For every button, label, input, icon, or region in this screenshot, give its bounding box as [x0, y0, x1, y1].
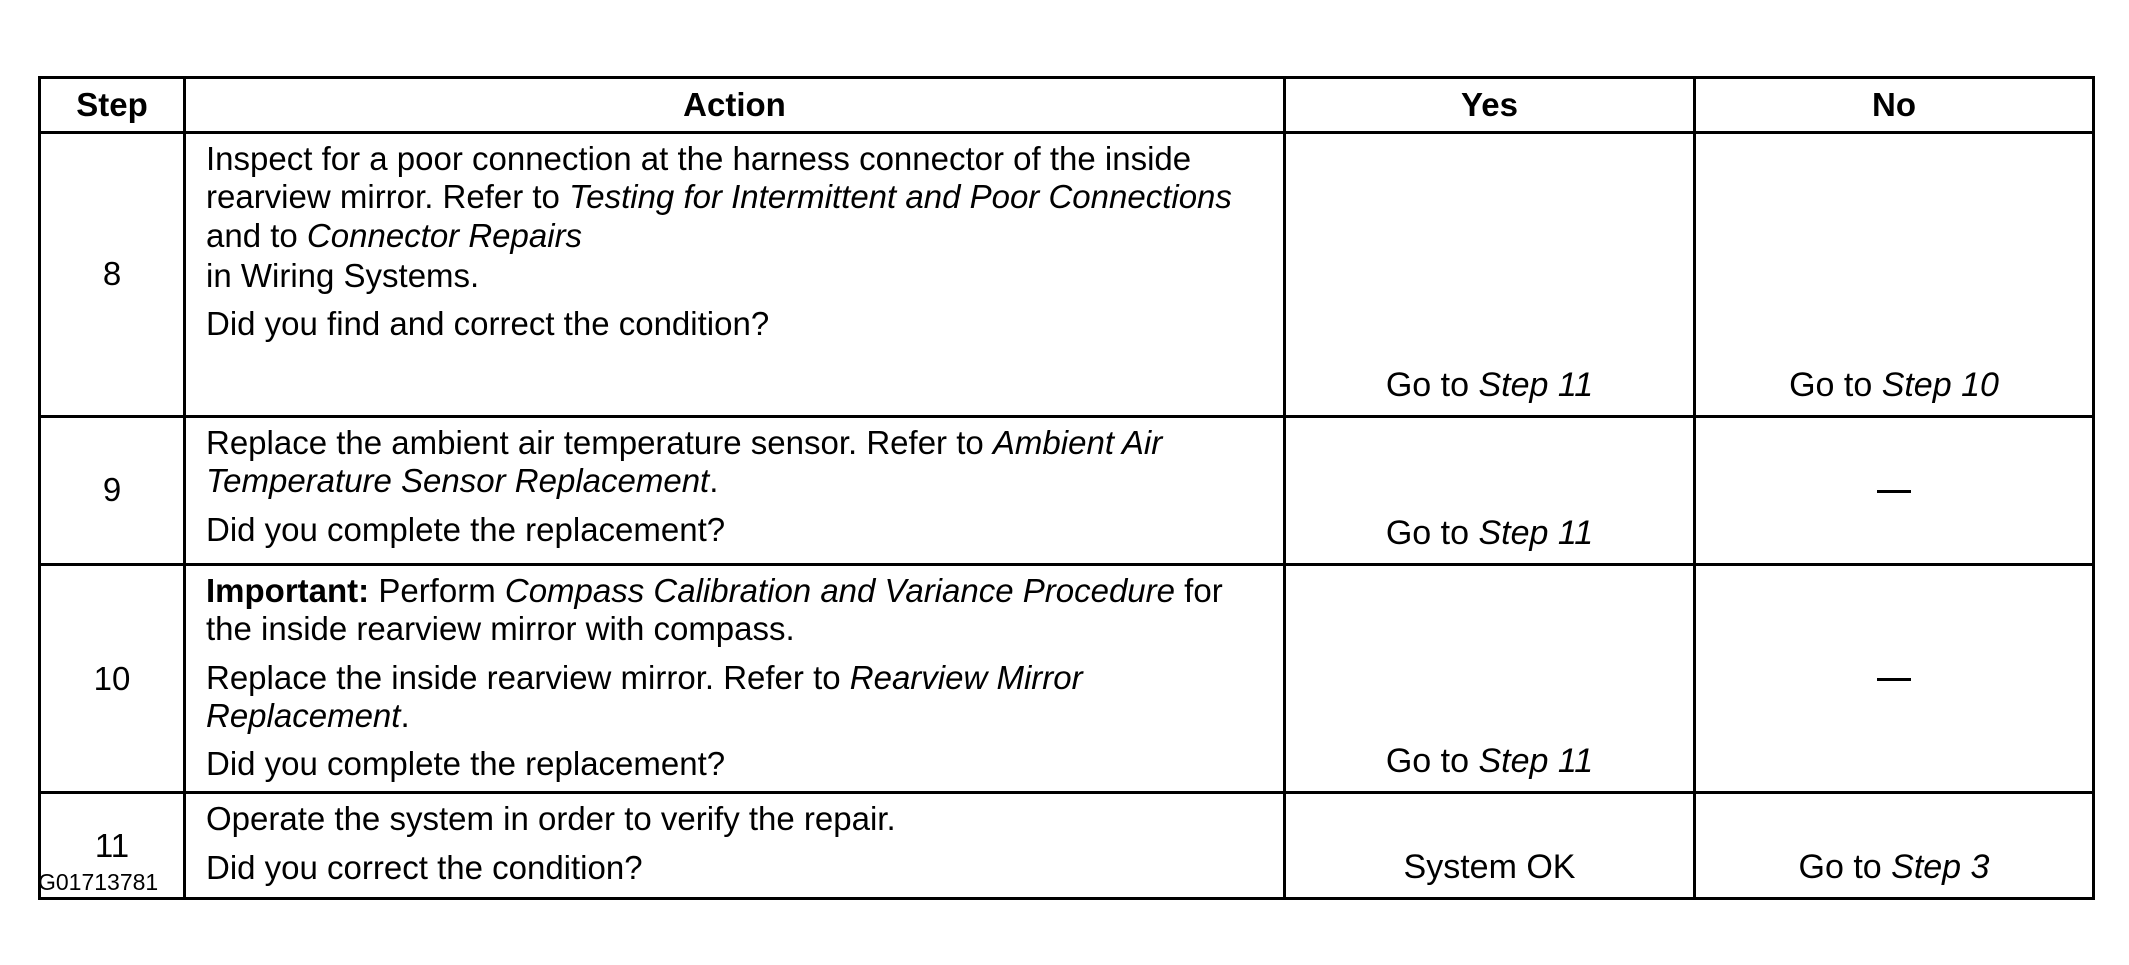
action-cell [185, 417, 1285, 565]
action-question: Did you correct the condition? [206, 848, 643, 886]
procedure-link: Ambient Air Temperature Sensor Replacement [206, 424, 1163, 500]
step-number: 9 [40, 417, 185, 565]
step-number: 11 [40, 793, 185, 899]
table-row-step-9 [40, 417, 2094, 565]
header-action: Action [185, 78, 1285, 133]
step-reference: Step 11 [1478, 741, 1594, 780]
yes-cell: Go to Step 11 [1285, 133, 1695, 417]
important-note: Important: Perform Compass Calibration and Variance Procedure for the inside rearview mirror with compass. [206, 572, 1223, 648]
no-cell: Go to Step 3 [1695, 793, 2094, 899]
action-instruction: Replace the ambient air temperature sensor. Refer to Ambient Air Temperature Sensor Replacement. [206, 424, 1163, 500]
step-reference: Step 10 [1881, 365, 1999, 404]
header-row [40, 78, 2094, 133]
action-cell [185, 133, 1285, 417]
procedure-link: Testing for Intermittent and Poor Connections [569, 178, 1232, 216]
step-reference: Step 3 [1891, 847, 1990, 886]
em-dash-icon [1877, 490, 1911, 493]
important-label: Important: [206, 572, 370, 609]
table-row-step-11 [40, 793, 2094, 899]
action-instruction: Replace the inside rearview mirror. Refer to Rearview Mirror Replacement. [206, 658, 1083, 734]
procedure-link: Connector Repairs [306, 216, 583, 254]
yes-cell: Go to Step 11 [1285, 417, 1695, 565]
action-instruction: Operate the system in order to verify the repair. [206, 800, 896, 838]
diagnostic-table [38, 76, 2095, 900]
step-reference: Step 11 [1478, 513, 1594, 552]
header-yes: Yes [1285, 78, 1695, 133]
step-reference: Step 11 [1478, 365, 1594, 404]
yes-cell: Go to Step 11 [1285, 565, 1695, 793]
no-cell [1695, 417, 2094, 565]
step-number: 10 [40, 565, 185, 793]
action-question: Did you find and correct the condition? [206, 305, 770, 343]
em-dash-icon [1877, 678, 1911, 681]
action-cell [185, 793, 1285, 899]
action-question: Did you complete the replacement? [206, 745, 726, 783]
table-row-step-8 [40, 133, 2094, 417]
yes-cell: System OK [1285, 793, 1695, 899]
action-question: Did you complete the replacement? [206, 510, 726, 548]
no-cell: Go to Step 10 [1695, 133, 2094, 417]
action-instruction-cont: in Wiring Systems. [206, 256, 480, 294]
action-instruction: Inspect for a poor connection at the harness connector of the inside rearview mirror. Refer to Testing for Intermittent and Poor Connections and to Connector Repairs [206, 140, 1232, 254]
procedure-link: Compass Calibration and Variance Procedure [504, 572, 1175, 609]
header-step: Step [40, 78, 185, 133]
no-cell [1695, 565, 2094, 793]
action-cell [185, 565, 1285, 793]
figure-id: G01713781 [38, 869, 159, 895]
step-number: 8 [40, 133, 185, 417]
table-row-step-10 [40, 565, 2094, 793]
header-no: No [1695, 78, 2094, 133]
procedure-link: Rearview Mirror Replacement [206, 658, 1083, 734]
